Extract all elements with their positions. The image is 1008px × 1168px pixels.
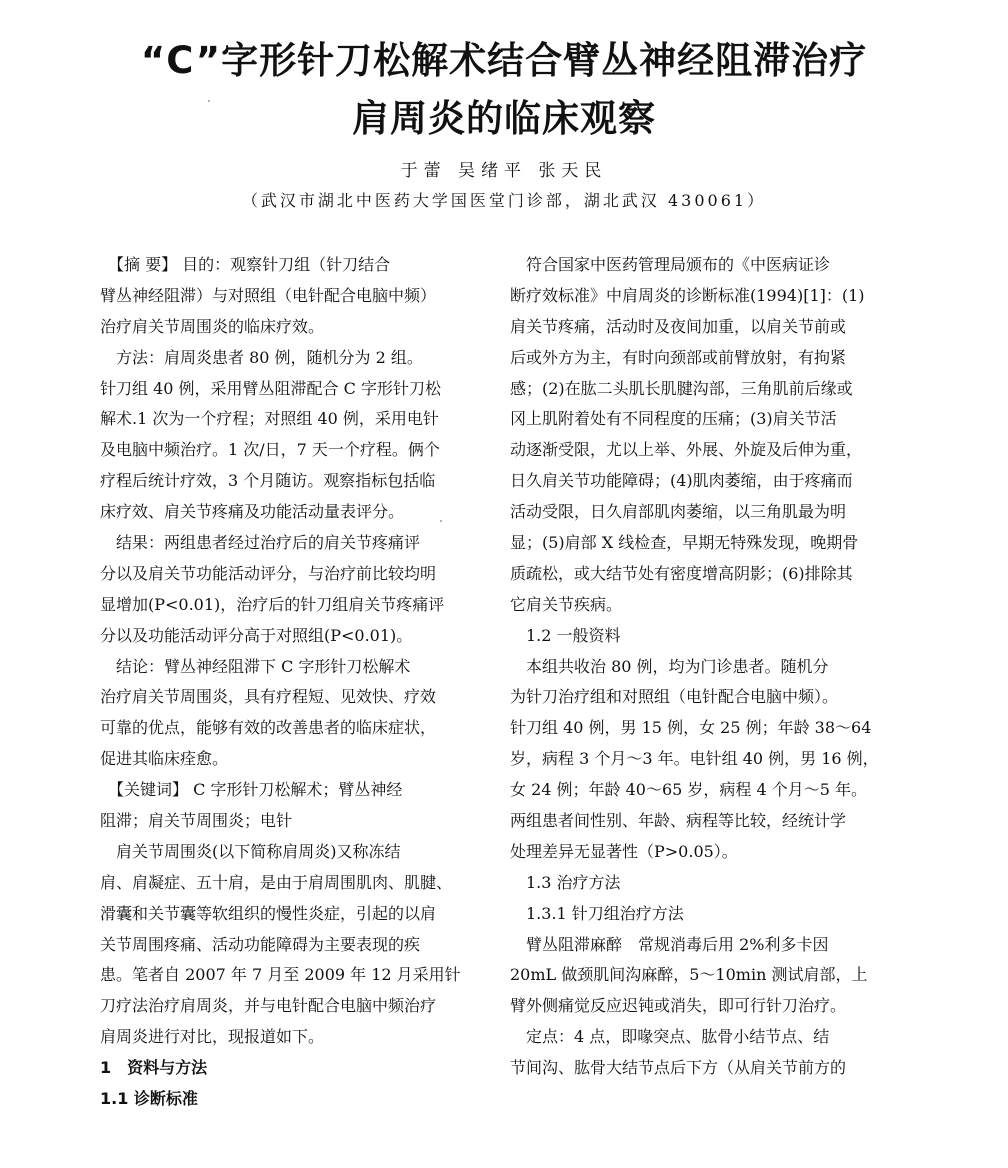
scan-speck (440, 520, 442, 522)
body-text-line: 符合国家中医药管理局颁布的《中医病证诊 (510, 255, 831, 274)
abstract-line: 治疗肩关节周围炎，具有疗程短、见效快、疗效 (100, 687, 437, 707)
body-text-line: 感；(2)在肱二头肌长肌腱沟部，三角肌前后缘或 (510, 378, 853, 398)
abstract-line: 可靠的优点，能够有效的改善患者的临床症状， (100, 718, 437, 738)
body-text-line: 断疗效标准》中肩周炎的诊断标准(1994)[1]：(1) (510, 285, 865, 305)
keywords-line: 阻滞；肩关节周围炎；电针 (100, 811, 293, 831)
body-text-line: 显；(5)肩部 X 线检查，早期无特殊发现，晚期骨 (510, 533, 859, 553)
body-text-line: 日久肩关节功能障碍；(4)肌肉萎缩，由于疼痛而 (510, 471, 853, 491)
body-text-line: 患。笔者自 2007 年 7 月至 2009 年 12 月采用针 (100, 965, 461, 985)
body-text-line: 冈上肌附着处有不同程度的压痛；(3)肩关节活 (510, 409, 837, 429)
body-text-line: 岁，病程 3 个月～3 年。电针组 40 例，男 16 例， (510, 749, 879, 769)
abstract-line: 结论：臂丛神经阻滞下 C 字形针刀松解术 (100, 656, 411, 676)
body-text-line: 定点：4 点，即喙突点、肱骨小结节点、结 (510, 1027, 830, 1047)
abstract-line: 治疗肩关节周围炎的临床疗效。 (100, 316, 325, 336)
body-text-line: 后或外方为主，有时向颈部或前臂放射，有拘紧 (510, 347, 847, 367)
body-text-line: 为针刀治疗组和对照组（电针配合电脑中频）。 (510, 687, 839, 707)
subsection-heading: 1.2 一般资料 (510, 625, 621, 645)
subsection-heading: 1.1 诊断标准 (100, 1089, 198, 1109)
body-text-line: 针刀组 40 例，男 15 例，女 25 例；年龄 38～64 (510, 718, 872, 738)
body-text-line: 肩周炎进行对比，现报道如下。 (100, 1027, 325, 1047)
body-text-line: 动逐渐受限，尤以上举、外展、外旋及后伸为重， (510, 440, 863, 460)
right-column (510, 250, 910, 1084)
abstract-line: 床疗效、肩关节疼痛及功能活动量表评分。 (100, 502, 405, 522)
article-title-line-2: 肩周炎的临床观察 (352, 97, 656, 140)
body-text-line: 肩关节疼痛，活动时及夜间加重，以肩关节前或 (510, 316, 847, 336)
section-heading: 1 资料与方法 (100, 1058, 208, 1078)
body-text-line: 肩、肩凝症、五十肩，是由于肩周围肌肉、肌腱、 (100, 872, 453, 892)
abstract-line: 及电脑中频治疗。1 次/日，7 天一个疗程。俩个 (100, 440, 440, 460)
subsection-heading: 1.3.1 针刀组治疗方法 (510, 903, 684, 923)
keywords-line: 【关键词】 C 字形针刀松解术；臂丛神经 (100, 780, 403, 800)
abstract-line: 结果：两组患者经过治疗后的肩关节疼痛评 (100, 533, 421, 553)
body-text-line: 关节周围疼痛、活动功能障碍为主要表现的疾 (100, 934, 421, 954)
body-text-line: 处理差异无显著性（P>0.05）。 (510, 841, 738, 861)
body-text-line: 肩关节周围炎(以下简称肩周炎)又称冻结 (100, 841, 401, 861)
body-text-line: 臂丛阻滞麻醉 常规消毒后用 2%利多卡因 (510, 934, 829, 954)
body-text-line: 20mL 做颈肌间沟麻醉，5～10min 测试肩部，上 (510, 965, 868, 985)
abstract-line: 解术.1 次为一个疗程；对照组 40 例，采用电针 (100, 409, 439, 429)
article-title-line-1: “C”字形针刀松解术结合臂丛神经阻滞治疗 (140, 39, 868, 82)
abstract-line: 分以及功能活动评分高于对照组(P<0.01)。 (100, 625, 413, 645)
body-text-line: 刀疗法治疗肩周炎，并与电针配合电脑中频治疗 (100, 996, 437, 1016)
abstract-line: 促进其临床痊愈。 (100, 749, 229, 769)
body-text-line: 女 24 例；年龄 40～65 岁，病程 4 个月～5 年。 (510, 780, 868, 800)
body-text-line: 本组共收治 80 例，均为门诊患者。随机分 (510, 656, 829, 676)
abstract-line: 方法：肩周炎患者 80 例，随机分为 2 组。 (100, 347, 423, 367)
abstract-line: 分以及肩关节功能活动评分，与治疗前比较均明 (100, 563, 437, 583)
left-column (100, 250, 500, 1115)
body-text-line: 节间沟、肱骨大结节点后下方（从肩关节前方的 (510, 1058, 847, 1078)
abstract-line: 显增加(P<0.01)，治疗后的针刀组肩关节疼痛评 (100, 594, 445, 614)
scan-speck (208, 100, 210, 102)
abstract-line: 臂丛神经阻滞）与对照组（电针配合电脑中频） (100, 285, 437, 305)
subsection-heading: 1.3 治疗方法 (510, 872, 621, 892)
authors: 于蕾 吴绪平 张天民 (400, 161, 608, 181)
body-text-line: 两组患者间性别、年龄、病程等比较，经统计学 (510, 811, 847, 831)
affiliation: （武汉市湖北中医药大学国医堂门诊部，湖北武汉 430061） (241, 191, 767, 210)
abstract-line: 针刀组 40 例，采用臂丛阻滞配合 C 字形针刀松 (100, 378, 441, 398)
abstract-line: 疗程后统计疗效，3 个月随访。观察指标包括临 (100, 471, 436, 491)
body-text-line: 它肩关节疾病。 (510, 594, 623, 614)
abstract-line: 【摘 要】 目的：观察针刀组（针刀结合 (100, 255, 391, 274)
body-text-line: 臂外侧痛觉反应迟钝或消失，即可行针刀治疗。 (510, 996, 847, 1016)
body-text-line: 活动受限，日久肩部肌肉萎缩，以三角肌最为明 (510, 502, 847, 522)
body-text-line: 质疏松，或大结节处有密度增高阴影；(6)排除其 (510, 563, 853, 583)
body-text-line: 滑囊和关节囊等软组织的慢性炎症，引起的以肩 (100, 903, 437, 923)
